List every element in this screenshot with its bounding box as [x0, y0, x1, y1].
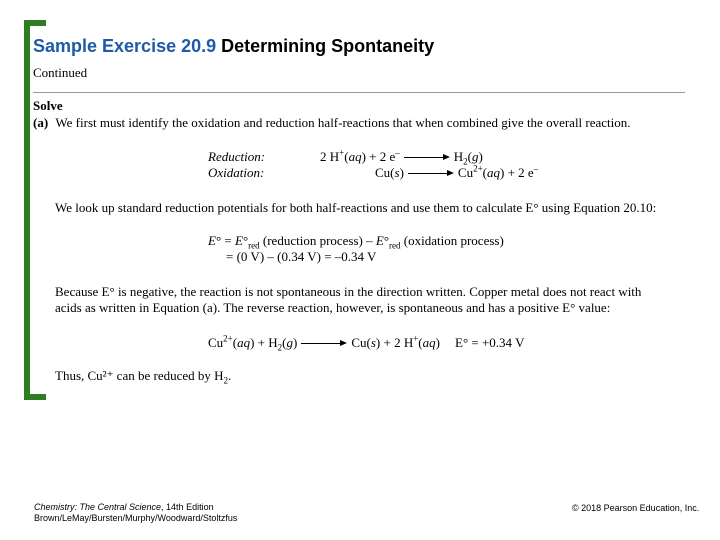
thus-text: Thus, Cu²⁺ can be reduced by H — [55, 368, 224, 383]
footer-citation — [34, 502, 237, 524]
reduction-reaction: 2 H+(aq) + 2 e– $H_2(g)$ — [320, 147, 483, 167]
bracket-top-bar — [24, 20, 46, 26]
bracket-left-bar — [24, 20, 30, 400]
reaction-arrow — [408, 170, 454, 178]
e-equation-line2: = (0 V) – (0.34 V) = –0.34 V — [226, 249, 377, 264]
e-equation-line1: $E^\circ = E^\circ_{red}$ (reduction process) – $E^\circ_{red}$ (oxidation process) — [208, 233, 504, 251]
copyright: © 2018 Pearson Education, Inc. — [572, 503, 700, 513]
title-exercise-number: Sample Exercise 20.9 — [33, 36, 217, 56]
solve-heading: Solve — [33, 98, 63, 113]
because-line2: acids as written in Equation (a). The reverse reaction, however, is spontaneous and has a positive E° value: — [55, 300, 611, 315]
divider — [33, 92, 685, 93]
continued-label: Continued — [33, 65, 88, 80]
part-a-line — [33, 115, 631, 131]
reaction-arrow — [404, 154, 450, 162]
thus-line: Thus, Cu²⁺ can be reduced by $H_2$. — [55, 368, 232, 386]
reverse-reaction: $Cu^{2+}(aq) + H_2(g) Cu(s) + 2$ H+(aq) — [208, 333, 440, 353]
intro-text: We first must identify the oxidation and reduction half-reactions that when combined give the overall reaction. — [55, 115, 631, 130]
bracket-bottom-bar — [24, 394, 46, 400]
lookup-text: We look up standard reduction potentials for both half-reactions and use them to calculate E° using Equation 20.10: — [55, 200, 657, 215]
oxidation-reaction: Cu(s) $Cu^{2+}(aq) + 2$ e– — [375, 163, 539, 180]
reaction-arrow — [301, 340, 347, 348]
book-authors: Brown/LeMay/Bursten/Murphy/Woodward/Stoltzfus — [34, 513, 238, 523]
page-title — [33, 36, 434, 57]
because-line1: Because E° is negative, the reaction is not spontaneous in the direction written. Copper metal does not react with — [55, 284, 642, 299]
part-label: (a) — [33, 115, 49, 130]
reverse-e-value: E° = +0.34 V — [455, 335, 525, 350]
oxidation-label: Oxidation: — [208, 165, 265, 180]
book-edition: , 14th Edition — [161, 502, 214, 512]
reduction-label: Reduction: — [208, 149, 266, 164]
book-title: Chemistry: The Central Science — [34, 502, 162, 512]
title-topic: Determining Spontaneity — [221, 36, 435, 56]
